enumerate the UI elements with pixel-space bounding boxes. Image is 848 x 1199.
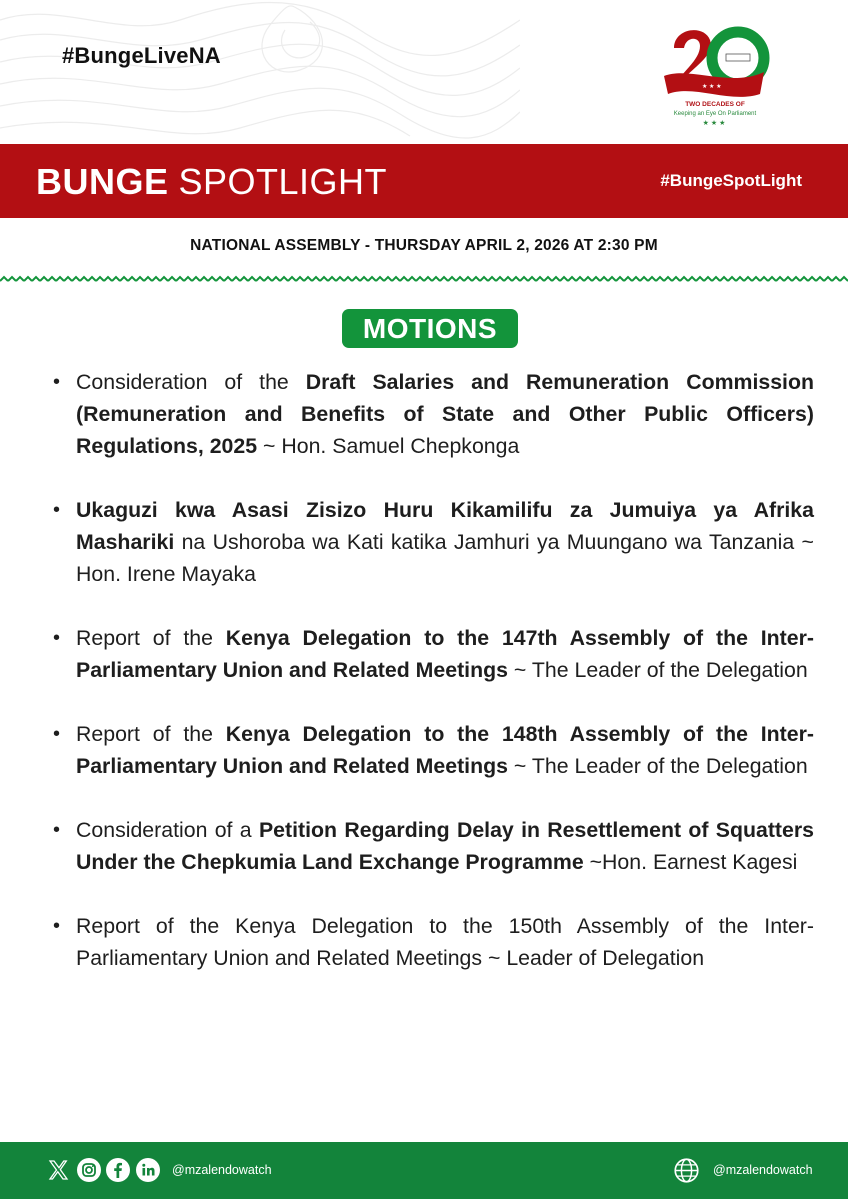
globe-icon[interactable]	[673, 1157, 700, 1184]
social-handle[interactable]: @mzalendowatch	[172, 1163, 272, 1177]
bullet-icon: •	[53, 371, 61, 393]
motion-title: Draft Salaries and Remuneration Commission (Remuneration and Benefits of State and Other Public Officers) Regulations, 2025	[76, 370, 814, 458]
bullet-icon: •	[53, 915, 61, 937]
motion-item	[52, 910, 814, 974]
motion-pre: Report of the Kenya Delegation to the 150th Assembly of the Inter-Parliamentary Union and Related Meetings ~ Leader of Delegation	[76, 914, 814, 970]
banner-title-light: SPOTLIGHT	[178, 161, 388, 202]
x-icon[interactable]	[46, 1158, 70, 1182]
instagram-icon[interactable]	[77, 1158, 101, 1182]
logo-stars: ★★★	[702, 120, 728, 127]
motion-post: ~ Hon. Samuel Chepkonga	[257, 434, 520, 458]
motion-item	[52, 366, 814, 462]
bullet-icon: •	[53, 627, 61, 649]
logo-tagline-1: TWO DECADES OF	[685, 101, 745, 108]
motion-post: ~ The Leader of the Delegation	[507, 754, 808, 778]
spotlight-banner	[0, 144, 848, 218]
session-header: NATIONAL ASSEMBLY - THURSDAY APRIL 2, 2026 AT 2:30 PM	[190, 237, 658, 254]
bullet-icon: •	[53, 723, 61, 745]
motion-post: ~Hon. Earnest Kagesi	[583, 850, 798, 874]
banner-title	[36, 161, 387, 203]
logo-tagline-2: Keeping an Eye On Parliament	[673, 111, 757, 117]
banner-hashtag: #BungeSpotLight	[660, 171, 802, 190]
pattern-divider	[0, 275, 848, 283]
footer	[0, 1142, 848, 1199]
linkedin-icon[interactable]	[136, 1158, 160, 1182]
motion-post: ~ The Leader of the Delegation	[507, 658, 808, 682]
motion-title: Kenya Delegation to the 147th Assembly of the Inter-Parliamentary Union and Related Meetings	[76, 626, 814, 682]
web-handle[interactable]: @mzalendowatch	[713, 1163, 813, 1177]
twenty-logo-graphic	[660, 18, 770, 103]
top-hashtag: #BungeLiveNA	[62, 43, 221, 68]
banner-title-bold: BUNGE	[36, 161, 169, 202]
motion-item	[52, 494, 814, 590]
motion-item	[52, 814, 814, 878]
motion-pre: Report of the	[76, 626, 226, 650]
contour-background	[0, 0, 520, 142]
facebook-icon[interactable]	[106, 1158, 130, 1182]
motion-title: Ukaguzi kwa Asasi Zisizo Huru Kikamilifu za Jumuiya ya Afrika Mashariki	[76, 498, 814, 554]
motion-pre: Report of the	[76, 722, 226, 746]
motion-item	[52, 622, 814, 686]
svg-text:★ ★ ★: ★ ★ ★	[702, 84, 722, 90]
motion-pre: Consideration of the	[76, 370, 306, 394]
bullet-icon: •	[53, 819, 61, 841]
motion-title: Kenya Delegation to the 148th Assembly of the Inter-Parliamentary Union and Related Meetings	[76, 722, 814, 778]
motion-list	[52, 366, 814, 1006]
motion-pre: Consideration of a	[76, 818, 259, 842]
motions-heading: MOTIONS	[342, 309, 518, 348]
twenty-years-logo	[660, 18, 770, 138]
motion-post: na Ushoroba wa Kati katika Jamhuri ya Muungano wa Tanzania ~ Hon. Irene Mayaka	[76, 530, 814, 586]
motion-title: Petition Regarding Delay in Resettlement of Squatters Under the Chepkumia Land Exchange Programme	[76, 818, 814, 874]
bullet-icon: •	[53, 499, 61, 521]
motion-item	[52, 718, 814, 782]
